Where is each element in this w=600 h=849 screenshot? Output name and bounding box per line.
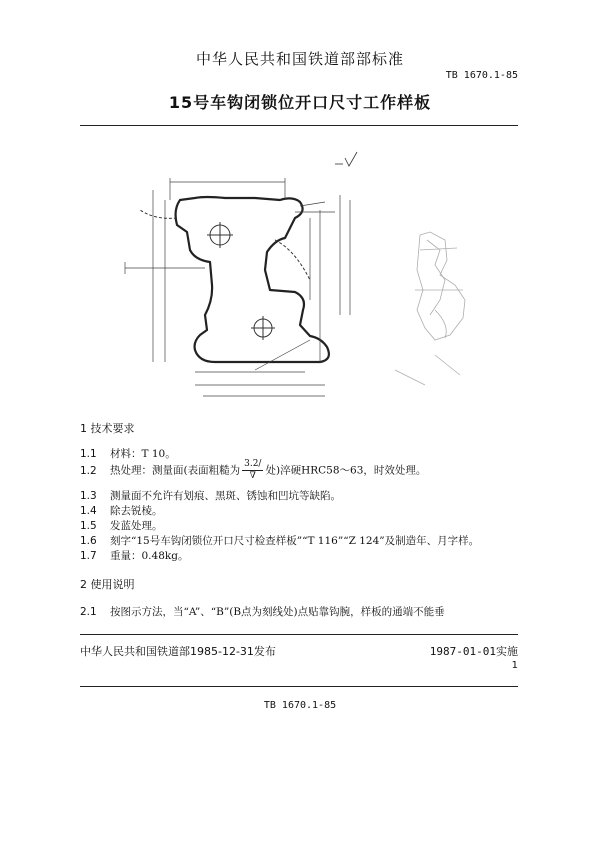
footer-divider-top: [80, 634, 518, 635]
gauge-drawing: [95, 140, 515, 405]
page-number: 1: [511, 660, 518, 671]
item-number: 1.3: [80, 490, 97, 502]
roughness-fraction: [242, 459, 263, 482]
document-title: 15号车钩闭锁位开口尺寸工作样板: [168, 93, 432, 112]
footer-divider-bottom: [80, 686, 518, 687]
footer-standard-number: TB 1670.1-85: [263, 700, 337, 711]
fraction-top: 3.2/: [244, 459, 262, 469]
item-text-before: 热处理：测量面(表面粗糙为: [110, 464, 241, 477]
standard-title: 中华人民共和国铁道部部标准: [195, 50, 404, 68]
effective-date: 1987-01-01实施: [429, 645, 518, 658]
list-item: [80, 459, 426, 482]
item-text: 重量：0.48kg。: [110, 550, 189, 562]
item-number: 1.1: [80, 448, 97, 460]
issue-date: 中华人民共和国铁道部1985-12-31发布: [80, 645, 276, 658]
item-text: 材料：T 10。: [110, 448, 176, 460]
section-1-heading: 1 技术要求: [80, 422, 135, 435]
list-item: [80, 488, 341, 503]
fraction-bottom: ∇: [249, 471, 256, 481]
list-item: [80, 533, 479, 548]
item-text: 发蓝处理。: [110, 520, 163, 532]
item-number: 1.7: [80, 550, 97, 562]
gauge-outline: [176, 197, 329, 362]
section-2-heading: 2 使用说明: [80, 578, 135, 591]
item-text: 测量面不允许有划痕、黑斑、锈蚀和凹坑等缺陷。: [110, 490, 341, 502]
item-number: 1.5: [80, 520, 97, 532]
item-number: 1.4: [80, 505, 97, 517]
item-text: 刻字“15号车钩闭锁位开口尺寸检查样板”“T 116”“Z 124”及制造年、月字样。: [110, 535, 480, 547]
item-number: 1.6: [80, 535, 97, 547]
header-divider: [80, 125, 518, 126]
item-text: 除去锐棱。: [110, 505, 163, 517]
list-item: [80, 503, 163, 518]
item-text: 按图示方法，当“A”、“B”(B点为刻线处)点贴靠钩腕，样板的通端不能垂: [110, 606, 445, 618]
list-item: [80, 604, 445, 619]
list-item: [80, 548, 188, 563]
list-item: [80, 518, 163, 533]
item-text-after: 处)淬硬HRC58～63，时效处理。: [265, 464, 427, 477]
item-number: 2.1: [80, 606, 97, 618]
standard-number: TB 1670.1-85: [445, 70, 518, 81]
item-number: 1.2: [80, 464, 97, 477]
